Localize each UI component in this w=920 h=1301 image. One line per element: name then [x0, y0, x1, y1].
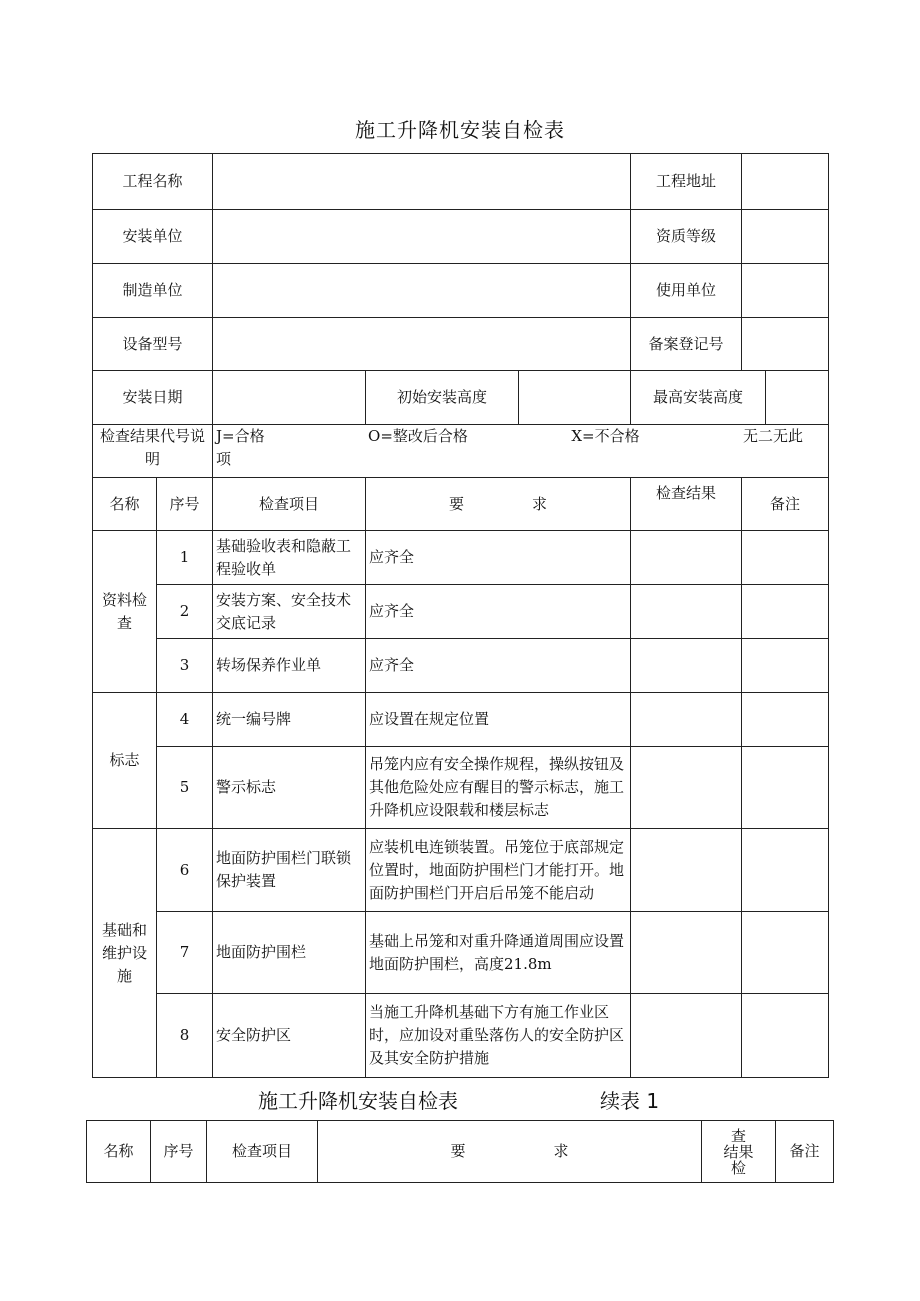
cont-header-result-top: 查: [730, 1126, 746, 1145]
user-unit-value[interactable]: [742, 264, 829, 318]
table-row: [93, 829, 829, 912]
row-requirement: 应齐全: [366, 531, 631, 585]
row-remark[interactable]: [742, 912, 829, 994]
table-row: [93, 639, 829, 693]
cont-header-result-bottom: 检: [730, 1158, 746, 1177]
row-remark[interactable]: [742, 693, 829, 747]
row-result[interactable]: [631, 994, 742, 1078]
install-date-value[interactable]: [213, 371, 366, 425]
project-address-label: 工程地址: [631, 154, 742, 210]
legend-row: [93, 425, 829, 478]
info-row-model: [93, 318, 829, 371]
page-title: 施工升降机安装自检表: [355, 118, 565, 142]
installer-label: 安装单位: [93, 210, 213, 264]
continuation-header-row: [87, 1121, 834, 1183]
row-seq: 7: [157, 912, 213, 994]
project-address-value[interactable]: [742, 154, 829, 210]
header-req-a: 要: [449, 494, 465, 513]
user-unit-label: 使用单位: [631, 264, 742, 318]
cont-header-req-a: 要: [450, 1142, 466, 1160]
info-row-installer: [93, 210, 829, 264]
row-requirement: 应齐全: [366, 585, 631, 639]
legend-codes: [213, 425, 829, 478]
legend-code-pass: J=合格: [216, 427, 265, 445]
row-result[interactable]: [631, 693, 742, 747]
info-row-project: [93, 154, 829, 210]
row-item: 安装方案、安全技术交底记录: [213, 585, 366, 639]
table-row: [93, 747, 829, 829]
table-row: [93, 912, 829, 994]
row-seq: 4: [157, 693, 213, 747]
row-result[interactable]: [631, 747, 742, 829]
project-name-value[interactable]: [213, 154, 631, 210]
row-requirement: 应齐全: [366, 639, 631, 693]
row-seq: 1: [157, 531, 213, 585]
row-item: 地面防护围栏门联锁保护装置: [213, 829, 366, 912]
row-item: 地面防护围栏: [213, 912, 366, 994]
row-remark[interactable]: [742, 639, 829, 693]
row-item: 转场保养作业单: [213, 639, 366, 693]
row-seq: 8: [157, 994, 213, 1078]
row-remark[interactable]: [742, 994, 829, 1078]
cont-header-item: 检查项目: [207, 1121, 318, 1183]
group-name: 资料检查: [93, 531, 157, 693]
row-requirement: 应设置在规定位置: [366, 693, 631, 747]
header-remark: 备注: [742, 478, 829, 531]
table-row: [93, 994, 829, 1078]
header-req-b: 求: [532, 494, 548, 513]
project-name-label: 工程名称: [93, 154, 213, 210]
installer-value[interactable]: [213, 210, 631, 264]
group-name: 基础和维护设施: [93, 829, 157, 1078]
row-remark[interactable]: [742, 585, 829, 639]
table-row: [93, 585, 829, 639]
cont-header-requirement: [318, 1121, 702, 1183]
model-label: 设备型号: [93, 318, 213, 371]
row-remark[interactable]: [742, 747, 829, 829]
header-seq: 序号: [157, 478, 213, 531]
row-result[interactable]: [631, 585, 742, 639]
self-check-table: [92, 153, 829, 1078]
manufacturer-value[interactable]: [213, 264, 631, 318]
registration-value[interactable]: [742, 318, 829, 371]
row-requirement: 应装机电连锁装置。吊笼位于底部规定位置时，地面防护围栏门才能打开。地面防护围栏门开启后吊笼不能启动: [366, 829, 631, 912]
initial-height-label: 初始安装高度: [366, 371, 519, 425]
cont-header-name: 名称: [87, 1121, 151, 1183]
cont-header-seq: 序号: [151, 1121, 207, 1183]
row-result[interactable]: [631, 531, 742, 585]
continuation-table: [86, 1120, 834, 1183]
row-item: 统一编号牌: [213, 693, 366, 747]
cont-header-remark: 备注: [776, 1121, 834, 1183]
header-name: 名称: [93, 478, 157, 531]
model-value[interactable]: [213, 318, 631, 371]
continuation-title: 施工升降机安装自检表: [258, 1089, 458, 1113]
header-item: 检查项目: [213, 478, 366, 531]
qualification-value[interactable]: [742, 210, 829, 264]
qualification-label: 资质等级: [631, 210, 742, 264]
group-name: 标志: [93, 693, 157, 829]
header-requirement: [366, 478, 631, 531]
max-height-label: 最高安装高度: [631, 371, 766, 425]
cont-header-result: [702, 1121, 776, 1183]
row-seq: 3: [157, 639, 213, 693]
row-requirement: 吊笼内应有安全操作规程，操纵按钮及其他危险处应有醒目的警示标志，施工升降机应设限载和楼层标志: [366, 747, 631, 829]
column-header-row: [93, 478, 829, 531]
header-result: 检查结果: [631, 478, 742, 531]
row-remark[interactable]: [742, 829, 829, 912]
table-row: [93, 693, 829, 747]
row-result[interactable]: [631, 829, 742, 912]
row-item: 安全防护区: [213, 994, 366, 1078]
row-item: 警示标志: [213, 747, 366, 829]
legend-trailing: 项: [216, 450, 232, 468]
row-seq: 2: [157, 585, 213, 639]
info-row-date-height: [93, 371, 829, 425]
legend-code-na: 无二无此: [743, 427, 804, 445]
cont-header-result-mid: 结果: [723, 1142, 754, 1161]
install-date-label: 安装日期: [93, 371, 213, 425]
initial-height-value[interactable]: [519, 371, 631, 425]
info-row-manufacturer: [93, 264, 829, 318]
cont-header-req-b: 求: [553, 1142, 569, 1160]
continuation-tag: 续表 1: [600, 1089, 660, 1113]
table-row: [93, 531, 829, 585]
row-seq: 5: [157, 747, 213, 829]
legend-label: 检查结果代号说明: [93, 425, 213, 478]
row-remark[interactable]: [742, 531, 829, 585]
row-result[interactable]: [631, 639, 742, 693]
legend-code-fail: X=不合格: [571, 427, 640, 445]
row-result[interactable]: [631, 912, 742, 994]
row-seq: 6: [157, 829, 213, 912]
manufacturer-label: 制造单位: [93, 264, 213, 318]
row-item: 基础验收表和隐蔽工程验收单: [213, 531, 366, 585]
row-requirement: 当施工升降机基础下方有施工作业区时，应加设对重坠落伤人的安全防护区及其安全防护措施: [366, 994, 631, 1078]
registration-label: 备案登记号: [631, 318, 742, 371]
row-requirement: 基础上吊笼和对重升降通道周围应设置地面防护围栏，高度21.8m: [366, 912, 631, 994]
max-height-value[interactable]: [766, 371, 829, 425]
legend-code-rectified: O=整改后合格: [368, 427, 468, 445]
